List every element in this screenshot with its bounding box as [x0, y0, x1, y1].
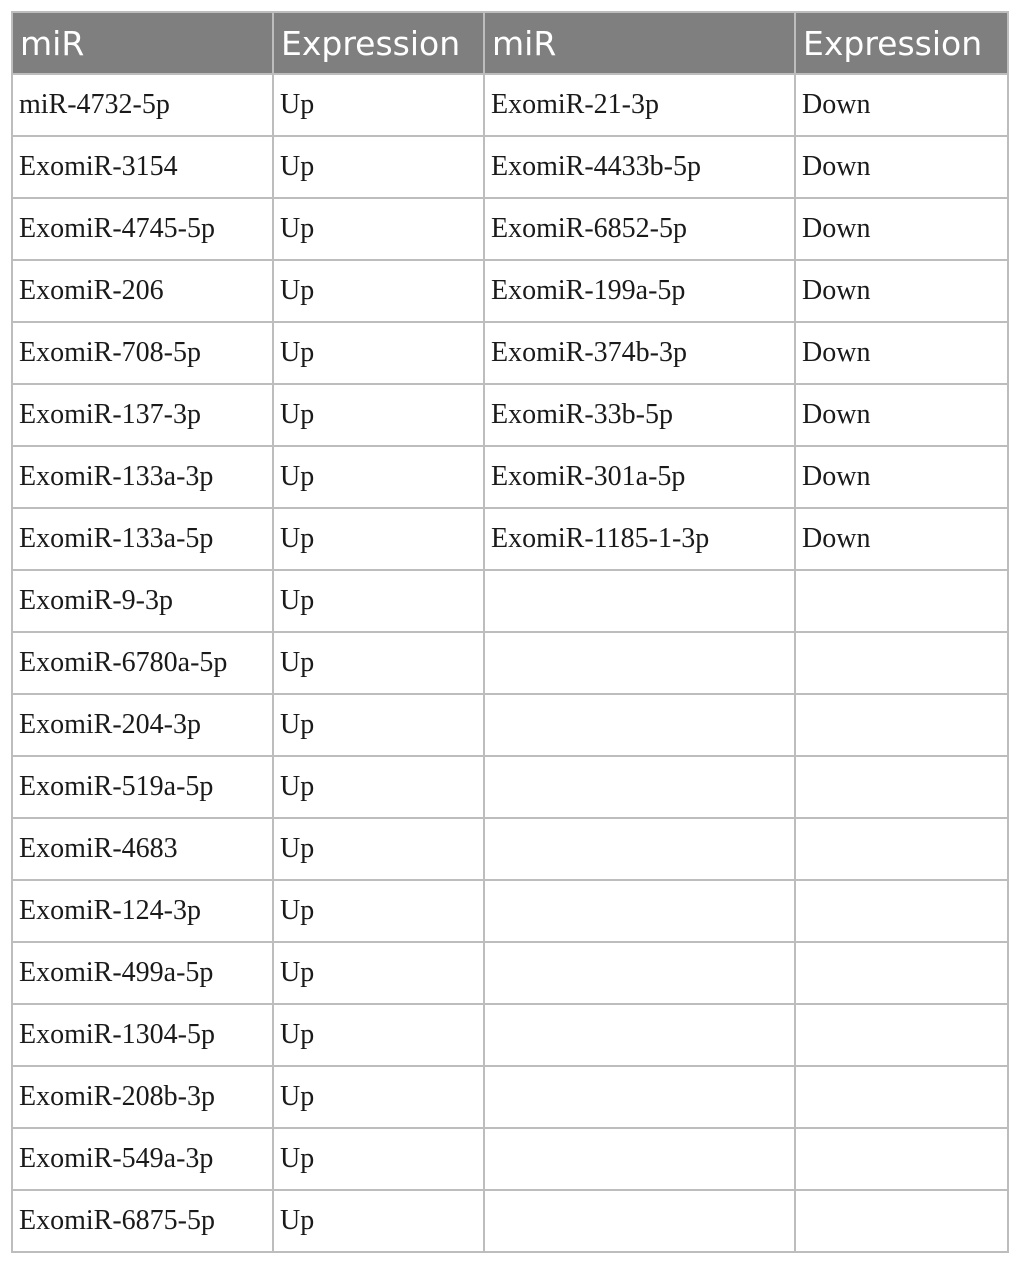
mir-left-cell: ExomiR-9-3p	[12, 570, 273, 632]
mir-right-cell	[484, 694, 795, 756]
expression-right-cell	[795, 1066, 1008, 1128]
mir-right-cell: ExomiR-199a-5p	[484, 260, 795, 322]
expression-left-cell: Up	[273, 756, 484, 818]
mir-left-cell: ExomiR-124-3p	[12, 880, 273, 942]
table-row	[12, 508, 1008, 570]
expression-right-cell	[795, 756, 1008, 818]
mir-right-cell: ExomiR-4433b-5p	[484, 136, 795, 198]
expression-right-cell	[795, 570, 1008, 632]
table-row	[12, 942, 1008, 1004]
mir-right-cell: ExomiR-6852-5p	[484, 198, 795, 260]
table-row	[12, 694, 1008, 756]
mir-right-cell	[484, 1190, 795, 1252]
expression-left-cell: Up	[273, 818, 484, 880]
table-row	[12, 632, 1008, 694]
expression-right-cell: Down	[795, 198, 1008, 260]
mir-left-cell: ExomiR-499a-5p	[12, 942, 273, 1004]
expression-left-cell: Up	[273, 384, 484, 446]
mir-right-cell: ExomiR-33b-5p	[484, 384, 795, 446]
mir-left-cell: ExomiR-208b-3p	[12, 1066, 273, 1128]
expression-right-cell	[795, 694, 1008, 756]
expression-right-cell: Down	[795, 74, 1008, 136]
expression-left-cell: Up	[273, 74, 484, 136]
mir-right-cell	[484, 1128, 795, 1190]
expression-right-cell: Down	[795, 136, 1008, 198]
mir-right-cell	[484, 1004, 795, 1066]
expression-right-cell	[795, 632, 1008, 694]
expression-left-cell: Up	[273, 198, 484, 260]
mirna-expression-table-container	[11, 11, 1007, 1253]
expression-left-cell: Up	[273, 508, 484, 570]
header-mir-left: miR	[12, 12, 273, 74]
expression-right-cell	[795, 818, 1008, 880]
table-row	[12, 1004, 1008, 1066]
table-row	[12, 880, 1008, 942]
expression-left-cell: Up	[273, 1128, 484, 1190]
mir-left-cell: ExomiR-4745-5p	[12, 198, 273, 260]
header-mir-right: miR	[484, 12, 795, 74]
expression-left-cell: Up	[273, 1190, 484, 1252]
table-row	[12, 1066, 1008, 1128]
expression-left-cell: Up	[273, 880, 484, 942]
table-row	[12, 756, 1008, 818]
mir-left-cell: ExomiR-204-3p	[12, 694, 273, 756]
header-row	[12, 12, 1008, 74]
mir-left-cell: ExomiR-137-3p	[12, 384, 273, 446]
table-row	[12, 384, 1008, 446]
table-row	[12, 74, 1008, 136]
expression-right-cell	[795, 1128, 1008, 1190]
mir-left-cell: ExomiR-708-5p	[12, 322, 273, 384]
table-header	[12, 12, 1008, 74]
expression-right-cell	[795, 880, 1008, 942]
expression-right-cell: Down	[795, 322, 1008, 384]
table-row	[12, 322, 1008, 384]
mir-left-cell: ExomiR-1304-5p	[12, 1004, 273, 1066]
mir-right-cell	[484, 880, 795, 942]
expression-left-cell: Up	[273, 694, 484, 756]
table-row	[12, 818, 1008, 880]
table-row	[12, 260, 1008, 322]
header-expression-right: Expression	[795, 12, 1008, 74]
expression-left-cell: Up	[273, 260, 484, 322]
mir-right-cell	[484, 756, 795, 818]
expression-right-cell: Down	[795, 260, 1008, 322]
expression-right-cell	[795, 1190, 1008, 1252]
table-row	[12, 1190, 1008, 1252]
expression-left-cell: Up	[273, 632, 484, 694]
mir-right-cell	[484, 818, 795, 880]
mir-right-cell: ExomiR-301a-5p	[484, 446, 795, 508]
expression-right-cell: Down	[795, 384, 1008, 446]
header-expression-left: Expression	[273, 12, 484, 74]
table-row	[12, 1128, 1008, 1190]
mir-left-cell: ExomiR-549a-3p	[12, 1128, 273, 1190]
table-row	[12, 198, 1008, 260]
table-body	[12, 74, 1008, 1252]
mir-left-cell: miR-4732-5p	[12, 74, 273, 136]
mir-left-cell: ExomiR-6780a-5p	[12, 632, 273, 694]
mir-left-cell: ExomiR-133a-5p	[12, 508, 273, 570]
expression-right-cell: Down	[795, 508, 1008, 570]
table-row	[12, 570, 1008, 632]
table-row	[12, 446, 1008, 508]
expression-left-cell: Up	[273, 136, 484, 198]
mir-right-cell: ExomiR-1185-1-3p	[484, 508, 795, 570]
mir-right-cell: ExomiR-374b-3p	[484, 322, 795, 384]
mir-right-cell	[484, 632, 795, 694]
mir-left-cell: ExomiR-6875-5p	[12, 1190, 273, 1252]
mir-right-cell	[484, 570, 795, 632]
mir-left-cell: ExomiR-133a-3p	[12, 446, 273, 508]
expression-left-cell: Up	[273, 446, 484, 508]
expression-left-cell: Up	[273, 1004, 484, 1066]
mir-left-cell: ExomiR-206	[12, 260, 273, 322]
expression-right-cell	[795, 942, 1008, 1004]
mir-right-cell	[484, 942, 795, 1004]
expression-left-cell: Up	[273, 942, 484, 1004]
table-row	[12, 136, 1008, 198]
mir-left-cell: ExomiR-3154	[12, 136, 273, 198]
mir-right-cell	[484, 1066, 795, 1128]
expression-right-cell	[795, 1004, 1008, 1066]
expression-right-cell: Down	[795, 446, 1008, 508]
mirna-expression-table	[11, 11, 1009, 1253]
expression-left-cell: Up	[273, 1066, 484, 1128]
mir-left-cell: ExomiR-519a-5p	[12, 756, 273, 818]
expression-left-cell: Up	[273, 322, 484, 384]
expression-left-cell: Up	[273, 570, 484, 632]
mir-left-cell: ExomiR-4683	[12, 818, 273, 880]
mir-right-cell: ExomiR-21-3p	[484, 74, 795, 136]
